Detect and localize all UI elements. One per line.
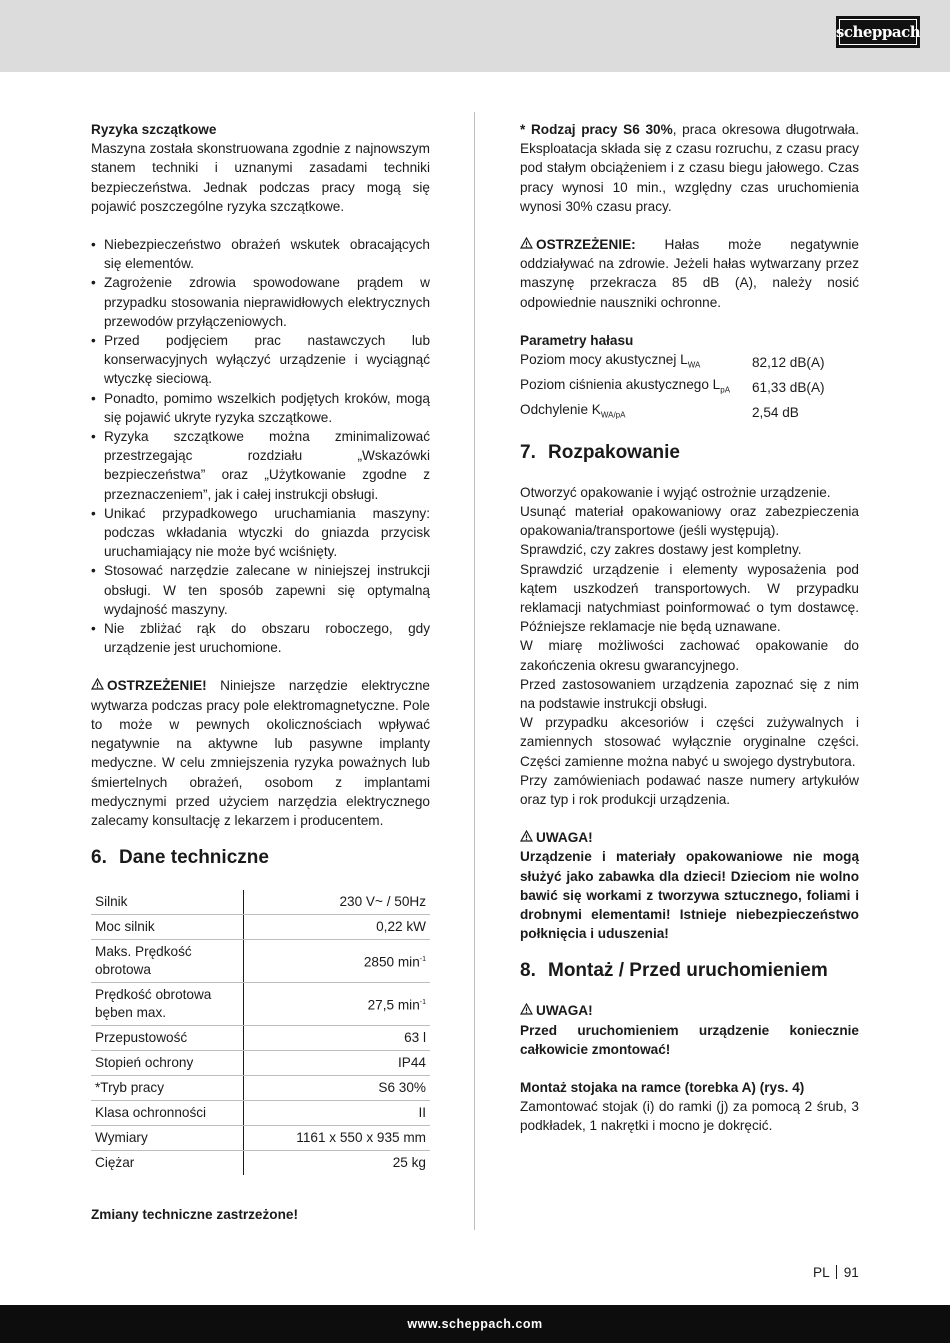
table-row: [91, 915, 430, 940]
table-row: [91, 1026, 430, 1051]
section-6-heading: 6. Dane techniczne: [91, 847, 269, 869]
noise-param-value: 61,33 dB(A): [752, 379, 825, 395]
noise-params-title: Parametry hałasu: [520, 332, 634, 348]
spec-name: Wymiary: [91, 1126, 244, 1151]
emf-warning: [91, 676, 430, 830]
right-column: [520, 120, 859, 1136]
assembly-title: Montaż stojaka na ramce (torebka A) (rys. 4): [520, 1080, 805, 1096]
caution-2: UWAGA!: [520, 1001, 859, 1020]
spec-name: Klasa ochronności: [91, 1101, 244, 1126]
assembly-text: Zamontować stojak (i) do ramki (j) za pomocą 2 śrub, 3 podkładek, 1 nakrętki i mocno je dokręcić.: [520, 1099, 859, 1134]
paragraph: Usunąć materiał opakowaniowy oraz zabezpieczenia opakowania/transportowe (jeśli występują).: [520, 504, 859, 539]
operating-mode-note: * Rodzaj pracy S6 30%, praca okresowa długotrwała. Eksploatacja składa się z czasu rozruchu, z czasu pracy pod stałym obciążeniem i z czasu biegu jałowego. Czas pracy wynosi 10 min., względny czas uruchomienia wynosi 30% czasu pracy.: [520, 122, 859, 214]
spec-value: 230 V~ / 50Hz: [244, 890, 431, 915]
spec-value: S6 30%: [244, 1076, 431, 1101]
unpacking-instructions: [520, 483, 859, 809]
table-row: [91, 1076, 430, 1101]
table-row: [91, 983, 430, 1026]
caution-1-text: Urządzenie i materiały opakowaniowe nie mogą służyć jako zabawka dla dzieci! Dzieciom nie wolno bawić się workami z tworzywa sztucznego, foliami i drobnymi elementami! Istnieje niebezpieczeństwo połknięcia i uduszenia!: [520, 849, 859, 942]
table-row: [520, 375, 825, 400]
warning-triangle-icon: [91, 676, 107, 695]
spec-name: Przepustowość: [91, 1026, 244, 1051]
list-item: • Unikać przypadkowego uruchamiania maszyny: podczas wkładania wtyczki do gniazda przycisk uruchamiający nie może być wciśnięty.: [91, 504, 430, 562]
noise-param-value: 82,12 dB(A): [752, 354, 825, 370]
caution-1: UWAGA!: [520, 828, 859, 847]
table-row: [91, 940, 430, 983]
section-7-heading: 7. Rozpakowanie: [520, 441, 680, 463]
noise-warning: OSTRZEŻENIE: Hałas może negatywnie oddziaływać na zdrowie. Jeżeli hałas wytwarzany przez maszynę przekracza 85 dB (A), należy nosić odpowiednie nauszniki ochronne.: [520, 237, 859, 310]
list-item: • Ponadto, pomimo wszelkich podjętych kroków, mogą się pojawić ukryte ryzyka szczątkowe.: [91, 389, 430, 427]
table-row: [91, 890, 430, 915]
paragraph: W przypadku akcesoriów i części zużywalnych i zamiennych stosować wyłącznie oryginalne części. Części zamienne można nabyć u swojego dystrybutora.: [520, 715, 859, 769]
left-column: [91, 120, 430, 1224]
spec-name: Stopień ochrony: [91, 1051, 244, 1076]
warning-triangle-icon: [520, 1001, 536, 1020]
spec-value: II: [244, 1101, 431, 1126]
noise-params-table: [520, 350, 825, 425]
residual-risks-title: Ryzyka szczątkowe: [91, 122, 217, 137]
residual-risks-text: Maszyna została skonstruowana zgodnie z najnowszym stanem techniki i uznanymi zasadami techniki bezpieczeństwa. Jednak podczas pracy mogą się pojawić poszczególne ryzyka szczątkowe.: [91, 141, 430, 214]
noise-param-value: 2,54 dB: [752, 404, 799, 420]
spec-value: 0,22 kW: [244, 915, 431, 940]
header-bar: [0, 0, 950, 72]
technical-data-table: [91, 890, 430, 1175]
spec-value: 27,5 $\min^{-1}$: [244, 983, 431, 1026]
noise-param-name: Poziom ciśnienia akustycznego $L_{pA}$: [520, 376, 731, 395]
spec-name: Silnik: [91, 890, 244, 915]
spec-value: 1161 x 550 x 935 mm: [244, 1126, 431, 1151]
list-item: • Przed podjęciem prac nastawczych lub konserwacyjnych wyłączyć urządzenie i wyciągnąć wtyczkę sieciową.: [91, 331, 430, 389]
paragraph: Sprawdzić, czy zakres dostawy jest kompletny.: [520, 542, 802, 558]
column-divider: [474, 112, 475, 1230]
list-item: • Zagrożenie zdrowia spowodowane prądem w przypadku stosowania nieprawidłowych elektrycznych przewodów przyłączeniowych.: [91, 273, 430, 331]
warning-triangle-icon: [520, 235, 536, 254]
section-8-heading: 8. Montaż / Przed uruchomieniem: [520, 960, 828, 982]
table-row: [520, 400, 825, 425]
changes-note: Zmiany techniczne zastrzeżone!: [91, 1207, 298, 1223]
paragraph: Przed zastosowaniem urządzenia zapoznać się z nim na podstawie instrukcji obsługi.: [520, 676, 859, 712]
spec-name: Prędkość obrotowa bęben max.: [91, 983, 244, 1026]
list-item: • Niebezpieczeństwo obrażeń wskutek obracających się elementów.: [91, 235, 430, 273]
emf-warning-label: OSTRZEŻENIE!: [107, 678, 207, 694]
paragraph: Przy zamówieniach podawać nasze numery artykułów oraz typ i rok produkcji urządzenia.: [520, 772, 859, 808]
table-row: [91, 1101, 430, 1126]
table-row: [520, 350, 825, 375]
page-number: PL 91: [813, 1265, 859, 1280]
emf-warning-text: Niniejsze narzędzie elektryczne wytwarza podczas pracy pole elektromagnetyczne. Pole to może w pewnych okolicznościach wpływać negatywnie na aktywne lub pasywne implanty medyczne. W celu zmniejszenia ryzyka poważnych lub śmiertelnych obrażeń, osobom z implantami medycznymi przed użyciem narzędzia elektrycznego zalecamy konsultację z lekarzem i producentem.: [91, 678, 430, 828]
spec-value: 25 kg: [392, 1155, 426, 1171]
footer-bar: [0, 1305, 950, 1343]
paragraph: Otworzyć opakowanie i wyjąć ostrożnie urządzenie.: [520, 484, 831, 500]
scheppach-logo: scheppach: [836, 16, 920, 48]
caution-2-text: Przed uruchomieniem urządzenie koniecznie całkowicie zmontować!: [520, 1022, 859, 1057]
spec-name: Maks. Prędkość obrotowa: [91, 940, 244, 983]
list-item: • Stosować narzędzie zalecane w niniejszej instrukcji obsługi. W ten sposób zapewni się optymalną wydajność maszyny.: [91, 561, 430, 619]
spec-name: Moc silnik: [91, 915, 244, 940]
spec-value: 63 l: [244, 1026, 431, 1051]
paragraph: W miarę możliwości zachować opakowanie do zakończenia okresu gwarancyjnego.: [520, 638, 859, 673]
table-row: [91, 1126, 430, 1151]
residual-risks-list: [91, 235, 430, 657]
warning-triangle-icon: [520, 828, 536, 847]
list-item: • Nie zbliżać rąk do obszaru roboczego, gdy urządzenie jest uruchomione.: [91, 619, 430, 657]
table-row: [91, 1151, 430, 1176]
spec-value: 2850 $\min^{-1}$: [244, 940, 431, 983]
paragraph: Sprawdzić urządzenie i elementy wyposażenia pod kątem uszkodzeń transportowych. W przypadku reklamacji natychmiast poinformować o tym dostawcę. Późniejsze reklamacje nie będą uznawane.: [520, 561, 859, 635]
noise-param-name: Odchylenie $K_{WA/pA}$: [520, 401, 626, 420]
spec-name: *Tryb pracy: [91, 1076, 244, 1101]
spec-value: IP44: [244, 1051, 431, 1076]
website-link[interactable]: www.scheppach.com: [407, 1317, 543, 1331]
table-row: [91, 1051, 430, 1076]
list-item: • Ryzyka szczątkowe można zminimalizować przestrzegając rozdziału „Wskazówki bezpieczeństwa” oraz „Użytkowanie zgodne z przeznaczeniem”, jak i całej instrukcji obsługi.: [91, 427, 430, 504]
spec-name: Ciężar: [91, 1151, 244, 1176]
noise-param-name: Poziom mocy akustycznej $L_{WA}$: [520, 352, 701, 370]
